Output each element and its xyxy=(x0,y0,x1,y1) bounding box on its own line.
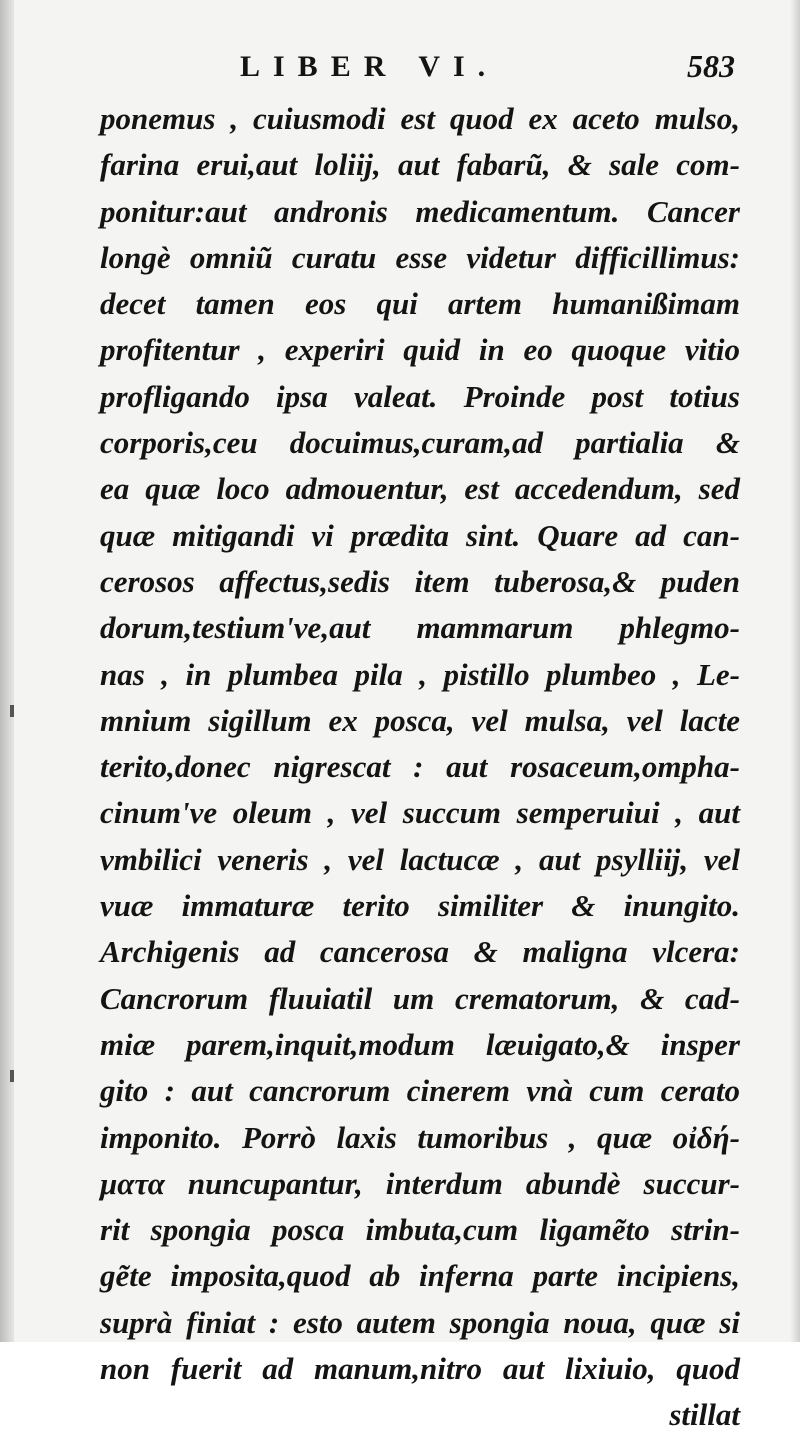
text-line: ponemus , cuiusmodi est quod ex aceto mulso, xyxy=(100,101,740,136)
running-head: LIBER VI. xyxy=(240,50,499,83)
text-line: non fuerit ad manum,nitro aut lixiuio, quod xyxy=(100,1351,740,1387)
body-text xyxy=(100,96,740,1439)
text-line: imponito. Porrò laxis tumoribus , quæ οἰδή- xyxy=(100,1119,740,1155)
page-number: 583 xyxy=(687,48,735,84)
text-line: suprà finiat : esto autem spongia noua, quæ si xyxy=(100,1304,740,1340)
text-line: dorum,testium've,aut mammarum phlegmo- xyxy=(100,610,740,646)
text-line: farina erui,aut loliĳ, aut fabarũ, & sale com- xyxy=(100,147,740,183)
text-line: quæ mitigandi vi prædita sint. Quare ad can- xyxy=(100,517,740,553)
text-line: profitentur , experiri quid in eo quoque vitio xyxy=(100,332,740,368)
text-line: vuæ immaturæ terito similiter & inungito. xyxy=(100,888,740,924)
text-line: ματα nuncupantur, interdum abundè succur- xyxy=(100,1165,740,1201)
catchword: stillat xyxy=(669,1397,740,1433)
text-line: nas , in plumbea pila , pistillo plumbeo , Le- xyxy=(100,656,740,692)
text-line: profligando ipsa valeat. Proinde post totius xyxy=(100,378,740,414)
margin-mark xyxy=(10,705,14,717)
text-line: ea quæ loco admouentur, est accedendum, sed xyxy=(100,471,740,507)
page-spine-shadow xyxy=(0,0,14,1342)
text-line: ponitur:aut andronis medicamentum. Cancer xyxy=(100,193,740,229)
text-line: terito,donec nigrescat : aut rosaceum,ompha- xyxy=(100,749,740,785)
page-header xyxy=(100,48,735,96)
text-line: cerosos affectus,sedis item tuberosa,& puden xyxy=(100,563,740,599)
text-line: longè omniũ curatu esse videtur difficillimus: xyxy=(100,239,740,275)
text-line: rit spongia posca imbuta,cum ligamẽto strin- xyxy=(100,1212,740,1248)
page-edge-shadow xyxy=(790,0,800,1342)
text-line: Archigenis ad cancerosa & maligna vlcera: xyxy=(100,934,740,970)
text-line: vmbilici veneris , vel lactucæ , aut psylliĳ, vel xyxy=(100,841,740,877)
text-line: gito : aut cancrorum cinerem vnà cum cerato xyxy=(100,1073,740,1109)
text-line: cinum've oleum , vel succum semperuiui , aut xyxy=(100,795,740,831)
text-line: mnium sigillum ex posca, vel mulsa, vel lacte xyxy=(100,702,740,738)
text-line: Cancrorum fluuiatil um crematorum, & cad- xyxy=(100,980,740,1016)
text-line: corporis,ceu docuimus,curam,ad partialia & xyxy=(100,425,740,461)
margin-mark xyxy=(10,1070,14,1082)
text-line: miæ parem,inquit,modum læuigato,& insper xyxy=(100,1026,740,1062)
text-line: gẽte imposita,quod ab inferna parte incipiens, xyxy=(100,1258,740,1294)
text-line: decet tamen eos qui artem humanißimam xyxy=(100,286,740,322)
